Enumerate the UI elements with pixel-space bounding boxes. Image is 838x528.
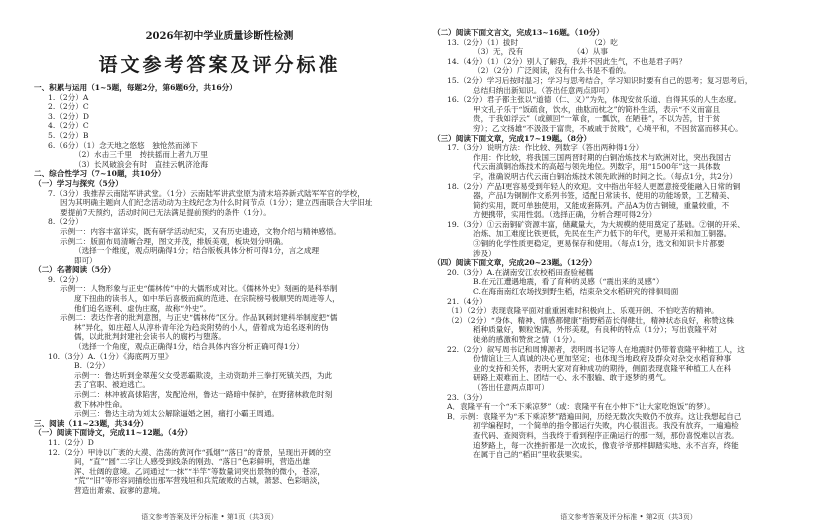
section-heading: （三）阅读下面文章，完成17~19题。（8分） <box>433 133 592 143</box>
answer-line: 方便携带，实用性弱。（选择正确，分析合理可得2分） <box>473 210 657 220</box>
answer-line: 10.（3分）A.（1分）《海底两万里》 <box>48 351 173 361</box>
answer-line: 涉及） <box>473 248 496 258</box>
answer-line: 间，“直”“圆”二字让人感受到线条的刚劲、“落日”色彩鲜明，营造出雄 <box>74 457 310 467</box>
answer-line: 9.（2分） <box>48 274 83 284</box>
answer-line: （2）（2分）广泛阅读，没有什么书是不看的。 <box>473 66 631 76</box>
answer-line: 度下扭曲的读书人，如中举后喜极而疯的范进、在宗院榜号极顺哭的周进等人， <box>74 294 340 304</box>
answer-line: “荒”“旧”等形容词描绘出那军营残垣和兵荒破败的古城，萧瑟、色彩暗淡， <box>74 476 325 486</box>
answer-line: 21.（4分） <box>447 296 487 306</box>
section-heading: （一）学习与探究（5分） <box>34 178 123 188</box>
answer-line: 初学编程时，一个简单的指令都运行失败，内心很沮丧。我没有放弃，一遍遍检 <box>473 421 739 431</box>
answer-line: （2）（2分）“身体、精神、情感都健康”指野稻苗长得健壮，精神状态良好，称赞这株 <box>447 315 734 325</box>
page-2-text-lines <box>433 28 808 460</box>
answer-line: 儒，以此批判封建社会读书人的腐朽与堕落。 <box>74 332 226 342</box>
answer-line: 19.（3分）①云南铜矿资源丰富，储藏量大，为大规模的使用奠定了基础。②铜的开采、 <box>447 219 745 229</box>
answer-line: 6.（6分）（1）念天地之悠悠 独怆然而涕下 <box>48 140 198 150</box>
page-1-text-lines <box>34 83 405 496</box>
answer-line: （3）无，没有 （4）从事 <box>473 47 608 57</box>
answer-line: 2.（2分）C <box>48 102 89 112</box>
answer-line: 示例一：人物形象与正史“儒林传”中的大儒形成对比。《儒林外史》刻画的是科举制 <box>60 284 338 294</box>
section-heading: （四）阅读下面文章，完成20~23题。（12分） <box>433 258 597 268</box>
answer-line: 追梦路上，每一次挫折都是一次成长，像袁爷爷那样脚踏实地、永不言弃，终能 <box>473 440 739 450</box>
answer-line: 示例二：林冲被高俅陷害，发配沧州，鲁达一路暗中保护，在野猪林救危时刻 <box>74 390 333 399</box>
answer-line: 救下林冲性命。 <box>74 399 128 409</box>
answer-line: 丢了官职、被迫逃亡。 <box>74 380 150 390</box>
answer-line: 16.（2分）君子都主张以“道德（仁、义）”为先，体现安贫乐道、自得其乐的人生态度。 <box>447 95 742 105</box>
answer-line: 简约实用，既可单独使用，又能成套陈列。产品A为仿古铜镜，重量较重，不 <box>473 200 730 210</box>
answer-line: 份情谊让三人真诚的决心更加坚定；也体现当地政府及群众对杂交水稻育种事 <box>473 354 732 364</box>
answer-line: （选择一个角度，观点正确得1分，结合具体内容分析正确可得1分） <box>74 342 304 352</box>
answer-line: 代云南滇铜冶炼技术的高超与领先地位。列数字，用“1500年”这一具体数 <box>473 162 721 172</box>
answer-line: 他们追名逐利、虚伪庄腐，故称“外史”。 <box>74 303 211 313</box>
answer-line: 研路上艰难而上、团结一心、永不服输、敢于逐梦的勇气。 <box>473 373 671 383</box>
answer-line: （选择一个维度，观点明确得1分；结合版板具体分析可得1分，言之成理 <box>74 246 320 256</box>
answer-line: 4.（2分）C <box>48 121 89 131</box>
answer-line: 示例三：鲁达主动为刘太公解除逼婚之困，痛打小霸王周通。 <box>74 409 280 419</box>
answer-line: 林”异化，如庄超人从淳朴青年沦为趋炎附势的小人，借着成为追名逐利的伪 <box>74 322 329 332</box>
answer-line: 甲文孔子乐于“饭疏食，饮水，曲肱而枕之”的简朴生活，表示“不义而富且 <box>473 104 721 114</box>
answer-line: 18.（2分）产品Ⅰ更容易受到年轻人的欢迎。文中指出年轻人更愿意接受能融入日常的铜 <box>447 181 741 191</box>
answer-line: C.在海南南红农场找到野生稻，结束杂交水稻研究的徘徊局面 <box>473 287 679 297</box>
answer-line: （3）长风破浪会有时 直挂云帆济沧海 <box>74 159 208 169</box>
page-2-content <box>433 28 808 510</box>
answer-line: 要提前7天预约，活动时间已无法满足提前预约的条件（1分）。 <box>60 207 271 217</box>
answer-line: 字，准确说明古代云南白铜冶炼技术领先欧洲的时间之长。（每点1分，共2分） <box>473 171 738 181</box>
answer-line: B．示例：袁隆平为“禾下乘凉梦”踏遍田间，历经无数次失败仍不放弃。这让我想起自己 <box>447 411 742 421</box>
answer-line: 11.（2分）D <box>48 437 94 447</box>
answer-line: 作用：作比较，将我国三国两晋时期的白铜冶炼技术与欧洲对比，突出我国古 <box>473 152 732 162</box>
answer-line: 贵，于我如浮云”（或颜回“一箪食，一瓢饮，在陋巷”，不以为苦，甘于贫 <box>473 114 721 124</box>
answer-line: 因为其明确主题向人们纪念活动动为主线纪念为什么时间节点（1分）；建立西南联合大学旧址 <box>60 198 373 208</box>
answer-line: （答出任意两点即可） <box>473 382 549 392</box>
page-1-content <box>34 8 405 510</box>
answer-line: （2）水击三千里 抟扶摇而上者九万里 <box>74 150 208 160</box>
answer-line: 冶炼、加工难度比铁更低，先民在生产力低下的年代，更易开采和加工铜器。 <box>473 229 732 239</box>
document-title: 语文参考答案及评分标准 <box>98 54 341 76</box>
answer-line: A．袁隆平有一个“禾下乘凉梦”（或：袁隆平有在小伸下“让大家吃饱饭”的梦）。 <box>447 402 715 412</box>
answer-line: 14.（4分）（1）（2分）别人了解我，我并不因此生气，不也是君子吗？ <box>447 56 687 66</box>
answer-line: （1）（2分）表现袁隆平面对重重困难时积极向上、乐观开朗、不怕吃苦的精神。 <box>447 306 719 316</box>
page-1-footer: 语文参考答案及评分标准 • 第1页（共3页） <box>141 513 278 521</box>
answer-line: B.（2分） <box>74 361 110 371</box>
answer-line: 17.（3分）说明方法：作比较、列数字（答出两种得1分） <box>447 143 644 153</box>
answer-line: 稻种质量好，颗粒饱满，外形美观，有良种的特点（1分）；写出袁隆平对 <box>473 325 718 335</box>
answer-line: 8.（2分） <box>48 217 83 227</box>
answer-line: 营造出萧索、寂寥的意境。 <box>74 485 166 495</box>
answer-line: 1.（2分）A <box>48 92 89 102</box>
answer-page-2 <box>419 0 838 528</box>
section-heading: 三、阅读（11~23题，共34分） <box>34 418 149 428</box>
section-heading: （一）阅读下面诗文，完成11~12题。（4分） <box>34 428 193 438</box>
answer-line: B.在元江遭遇地震，看了育种的灵感（“震出来的灵感”） <box>473 277 664 287</box>
answer-line: 示例一：鲁达听到金翠莲父女受恶霸欺凌，主动资助并三拳打死镇关西，为此 <box>74 370 333 380</box>
answer-line: 总结归纳出新知识。（答出任意两点即可） <box>473 85 614 95</box>
answer-line: 22.（2分）叙写周书记和周博源者，表明周书记等人在地震时仍带着袁隆平种植工人，这 <box>447 344 745 354</box>
answer-line: 即可） <box>74 255 97 265</box>
answer-line: 穷）；乙文扬雄“不汲汲于富贵，不戚戚于贫贱”，心境平和，不因贫富而移其心。 <box>473 123 743 133</box>
answer-line: 示例二：版面布局清晰合理，图文并茂，排版美观，板块划分明确。 <box>60 236 288 246</box>
answer-line: 徒弟的感激和赞赏之情（1分）。 <box>473 335 581 344</box>
answer-line: 器，产品Ⅰ为铜制作文系列书签，适配日常读书、使用的功能场景，工艺精美、 <box>473 191 735 201</box>
section-heading: 一、积累与运用（1~5题，每题2分，第6题6分，共16分） <box>34 83 237 92</box>
section-heading: 二、综合性学习（7~10题，共10分） <box>34 169 166 179</box>
answer-line: ③铜的化学性质更稳定，更易保存和使用。（每点1分，选文和知识卡片都要 <box>473 239 725 249</box>
answer-line: 13.（2分）（1）拔时 （2）吃 <box>447 37 618 47</box>
answer-line: 23.（3分） <box>447 392 487 402</box>
answer-line: 20.（3分）A.在湖南安江农校稻田查验秘糯 <box>447 267 594 277</box>
answer-line: 示例一：内容丰富详实，既有研学活动纪实，又有历史遗迹，文物介绍与精神感悟。 <box>60 226 341 236</box>
answer-line: 3.（2分）D <box>48 111 89 121</box>
answer-line: 15.（2分）学习后按时温习；学习与思考结合，学习知识时要有自己的思考；复习思考后， <box>447 75 753 85</box>
answer-line: 业的支持和关怀，表明大家对育种成功的期待，侧面表现袁隆平种植工人在科 <box>473 363 732 373</box>
page-2-footer: 语文参考答案及评分标准 • 第2页（共3页） <box>560 513 697 521</box>
answer-line: 浑、壮阔的意境。乙词通过“一抹”“半竿”等数量词突出景物的微小，苍凉， <box>74 466 325 476</box>
exam-title: 2026年初中学业质量诊断性检测 <box>145 31 294 42</box>
answer-line: 12.（2分）甲诗以广袤的大漠、浩荡的黄河作“孤烟”“落日”的背景，呈现出开阔的空 <box>48 447 332 457</box>
answer-line: 查代码、查阅资料，当我终于看到程序正确运行的那一刻，那份喜悦难以言表。 <box>473 430 739 440</box>
answer-line: 7.（3分）我推荐云南陆军讲武堂。（1分）云南陆军讲武堂原为清末培养新式陆军军官的学校， <box>48 188 365 198</box>
section-heading: （二）名著阅读（5分） <box>34 265 116 275</box>
answer-line: 示例二：表达作者的批判意图，与正史“儒林传”区分。作品讽刺封建科举制度把“儒 <box>60 313 338 323</box>
section-heading: （二）阅读下面文言文，完成13~16题。（10分） <box>433 28 604 37</box>
answer-line: 5.（2分）B <box>48 130 89 140</box>
answer-line: 在属于自己的“稻田”里收获果实。 <box>473 450 588 460</box>
